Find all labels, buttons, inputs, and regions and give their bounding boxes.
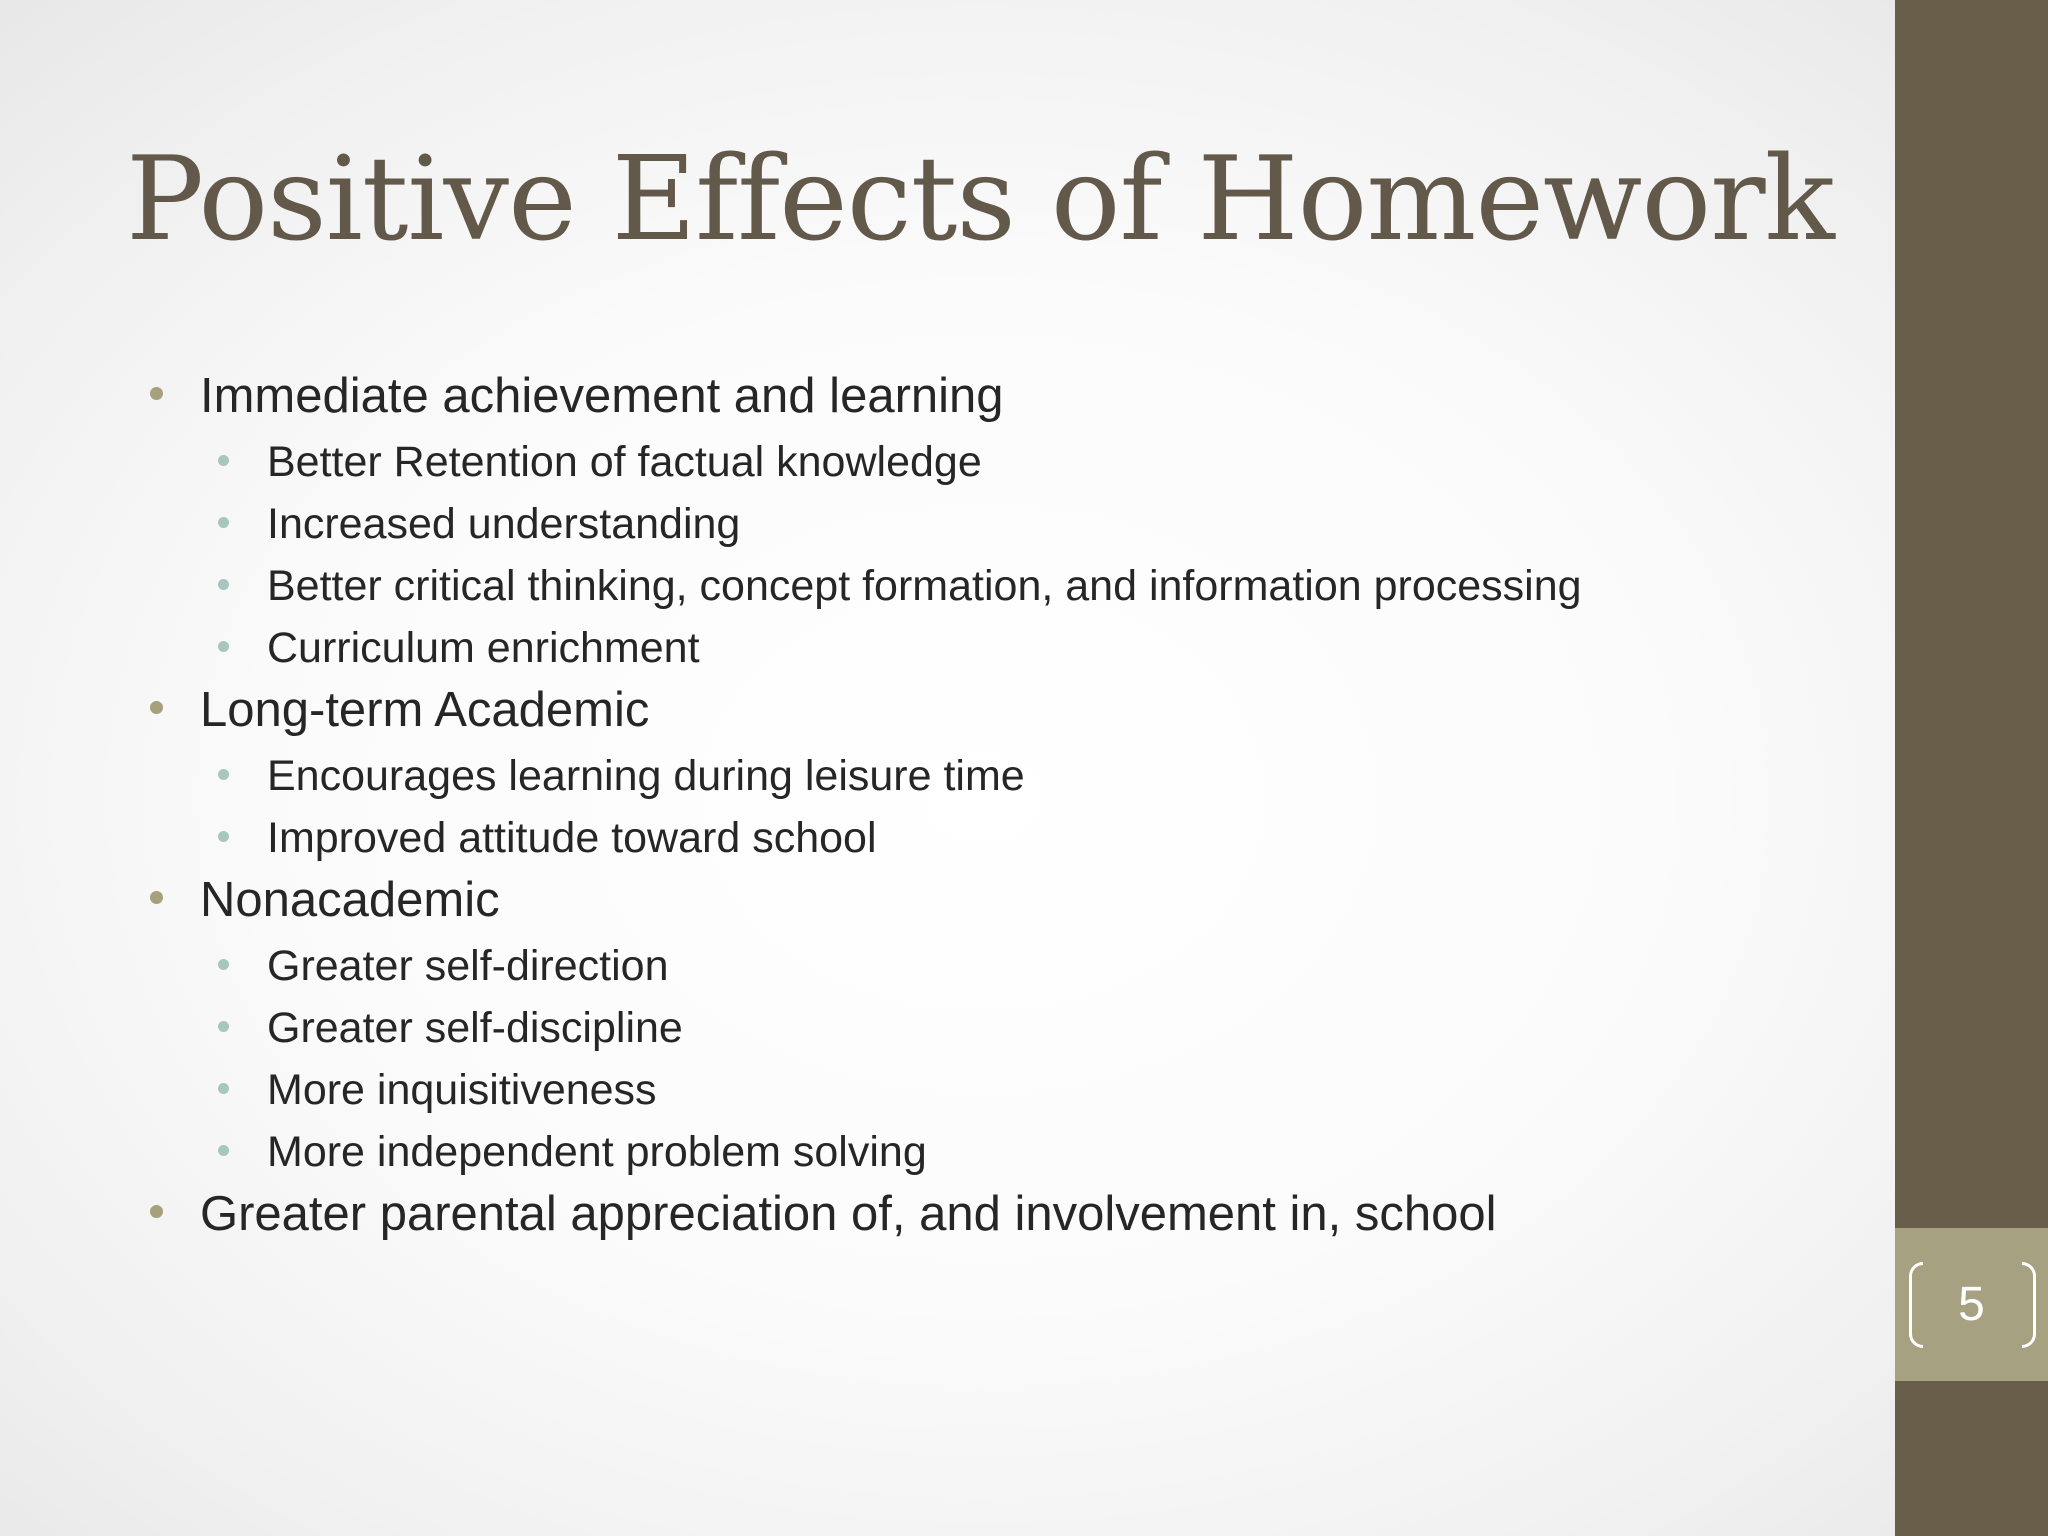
bullet-text: Greater self-direction	[267, 942, 669, 990]
bullet-dot-icon	[218, 831, 229, 842]
right-bracket-icon	[2022, 1262, 2036, 1348]
bullet-item	[146, 1183, 1866, 1249]
bullet-text: More independent problem solving	[267, 1128, 927, 1176]
page-number-box	[1895, 1228, 2048, 1381]
bullet-dot-icon	[218, 517, 229, 528]
page-number: 5	[1958, 1278, 1985, 1331]
bullet-dot-icon	[218, 769, 229, 780]
bullet-text: Better critical thinking, concept formation, and information processing	[267, 562, 1582, 610]
bullet-dot-icon	[218, 959, 229, 970]
bullet-dot-icon	[150, 701, 163, 714]
bullet-text: Immediate achievement and learning	[200, 369, 1004, 423]
bullet-text: Curriculum enrichment	[267, 624, 700, 672]
bullet-text: More inquisitiveness	[267, 1066, 657, 1114]
sub-bullet-item	[146, 617, 1866, 679]
sub-bullet-item	[146, 745, 1866, 807]
bullet-text: Nonacademic	[200, 873, 500, 927]
bullet-text: Greater self-discipline	[267, 1004, 683, 1052]
bullet-dot-icon	[150, 387, 163, 400]
bullet-dot-icon	[218, 641, 229, 652]
bullet-item	[146, 679, 1866, 745]
bullet-text: Improved attitude toward school	[267, 814, 877, 862]
sub-bullet-item	[146, 935, 1866, 997]
bullet-item	[146, 365, 1866, 431]
bullet-text: Increased understanding	[267, 500, 741, 548]
sub-bullet-item	[146, 555, 1866, 617]
sub-bullet-item	[146, 431, 1866, 493]
bullet-dot-icon	[218, 1083, 229, 1094]
sub-bullet-item	[146, 1121, 1866, 1183]
bullet-dot-icon	[218, 1145, 229, 1156]
bullet-dot-icon	[218, 579, 229, 590]
sub-bullet-item	[146, 997, 1866, 1059]
bullet-text: Long-term Academic	[200, 683, 650, 737]
bullet-text: Better Retention of factual knowledge	[267, 438, 982, 486]
sub-bullet-item	[146, 493, 1866, 555]
bullet-list	[146, 365, 1866, 1249]
bullet-dot-icon	[218, 455, 229, 466]
bullet-dot-icon	[150, 891, 163, 904]
bullet-dot-icon	[150, 1205, 163, 1218]
bullet-text: Encourages learning during leisure time	[267, 752, 1025, 800]
slide-title: Positive Effects of Homework	[126, 132, 1834, 267]
sub-bullet-item	[146, 1059, 1866, 1121]
bullet-dot-icon	[218, 1021, 229, 1032]
bullet-item	[146, 869, 1866, 935]
sub-bullet-item	[146, 807, 1866, 869]
bullet-text: Greater parental appreciation of, and involvement in, school	[200, 1187, 1497, 1241]
